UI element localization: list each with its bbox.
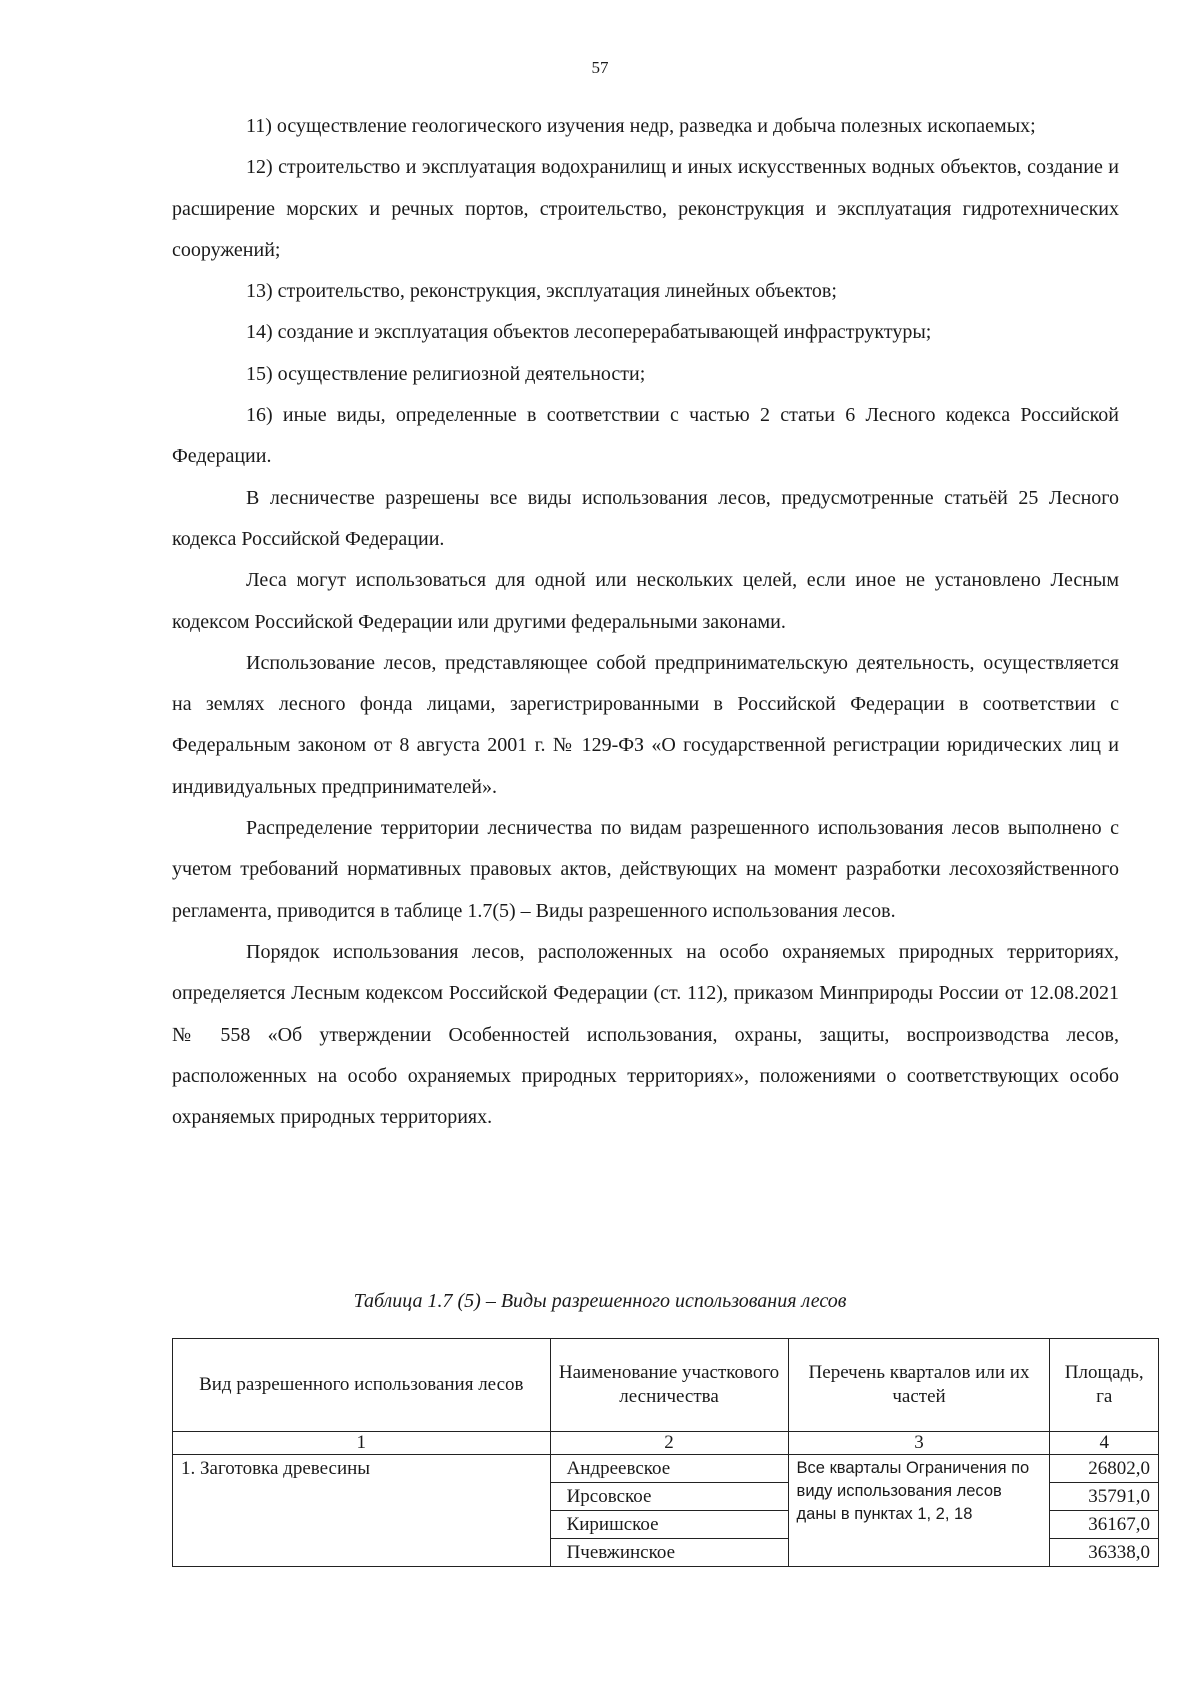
quarters-cell: Все кварталы Ограничения по виду использования лесов даны в пунктах 1, 2, 18	[788, 1455, 1050, 1567]
paragraph-item-16: 16) иные виды, определенные в соответствии с частью 2 статьи 6 Лесного кодекса Российской Федерации.	[172, 404, 1119, 468]
area-cell: 26802,0	[1050, 1455, 1159, 1483]
header-district-name: Наименование участкового лесничества	[550, 1339, 788, 1432]
district-name-cell: Ирсовское	[550, 1483, 788, 1511]
district-name-cell: Киришское	[550, 1511, 788, 1539]
table-header-row	[173, 1339, 1159, 1432]
use-type-cell: 1. Заготовка древесины	[173, 1455, 551, 1567]
paragraph-distribution: Распределение территории лесничества по видам разрешенного использования лесов выполнено с учетом требований нормативных правовых актов, действующих на момент разработки лесохозяйственного регламента, приводится в таблице 1.7(5) – Виды разрешенного использования лесов.	[172, 817, 1119, 922]
paragraph-item-15: 15) осуществление религиозной деятельности;	[246, 362, 646, 385]
area-cell: 36167,0	[1050, 1511, 1159, 1539]
district-name-cell: Пчевжинское	[550, 1539, 788, 1567]
allowed-uses-table	[172, 1338, 1159, 1567]
table-row	[173, 1455, 1159, 1483]
page-number: 57	[591, 58, 609, 77]
body-text	[172, 106, 1119, 1138]
paragraph-business-use: Использование лесов, представляющее собой предпринимательскую деятельность, осуществляется на землях лесного фонда лицами, зарегистрированными в Российской Федерации в соответствии с Федеральным законом от 8 августа 2001 г. № 129-ФЗ «О государственной регистрации юридических лиц и индивидуальных предпринимателей».	[172, 651, 1119, 798]
area-cell: 36338,0	[1050, 1539, 1159, 1567]
column-number: 3	[788, 1432, 1050, 1455]
paragraph-item-11: 11) осуществление геологического изучения недр, разведка и добыча полезных ископаемых;	[246, 115, 1036, 137]
paragraph-item-14: 14) создание и эксплуатация объектов лесоперерабатывающей инфраструктуры;	[246, 321, 932, 344]
paragraph-allowed-uses: В лесничестве разрешены все виды использования лесов, предусмотренные статьёй 25 Лесного кодекса Российской Федерации.	[172, 486, 1119, 550]
column-number: 4	[1050, 1432, 1159, 1455]
area-cell: 35791,0	[1050, 1483, 1159, 1511]
district-name-cell: Андреевское	[550, 1455, 788, 1483]
column-number: 1	[173, 1432, 551, 1455]
paragraph-protected-areas: Порядок использования лесов, расположенных на особо охраняемых природных территориях, определяется Лесным кодексом Российской Федерации (ст. 112), приказом Минприроды России от 12.08.2021 № 558 «Об утверждении Особенностей использования, охраны, защиты, воспроизводства лесов, расположенных на особо охраняемых природных территориях», положениями о соответствующих особо охраняемых природных территориях.	[172, 940, 1119, 1129]
header-area: Площадь, га	[1050, 1339, 1159, 1432]
header-use-type: Вид разрешенного использования лесов	[173, 1339, 551, 1432]
table-caption: Таблица 1.7 (5) – Виды разрешенного использования лесов	[353, 1290, 847, 1312]
column-number-row	[173, 1432, 1159, 1455]
paragraph-multiple-purposes: Леса могут использоваться для одной или нескольких целей, если иное не установлено Лесным кодексом Российской Федерации или другими федеральными законами.	[172, 569, 1119, 633]
header-quarters-list: Перечень кварталов или их частей	[788, 1339, 1050, 1432]
column-number: 2	[550, 1432, 788, 1455]
paragraph-item-13: 13) строительство, реконструкция, эксплуатация линейных объектов;	[246, 280, 837, 303]
paragraph-item-12: 12) строительство и эксплуатация водохранилищ и иных искусственных водных объектов, создание и расширение морских и речных портов, строительство, реконструкция и эксплуатация гидротехнических сооружений;	[172, 156, 1119, 261]
